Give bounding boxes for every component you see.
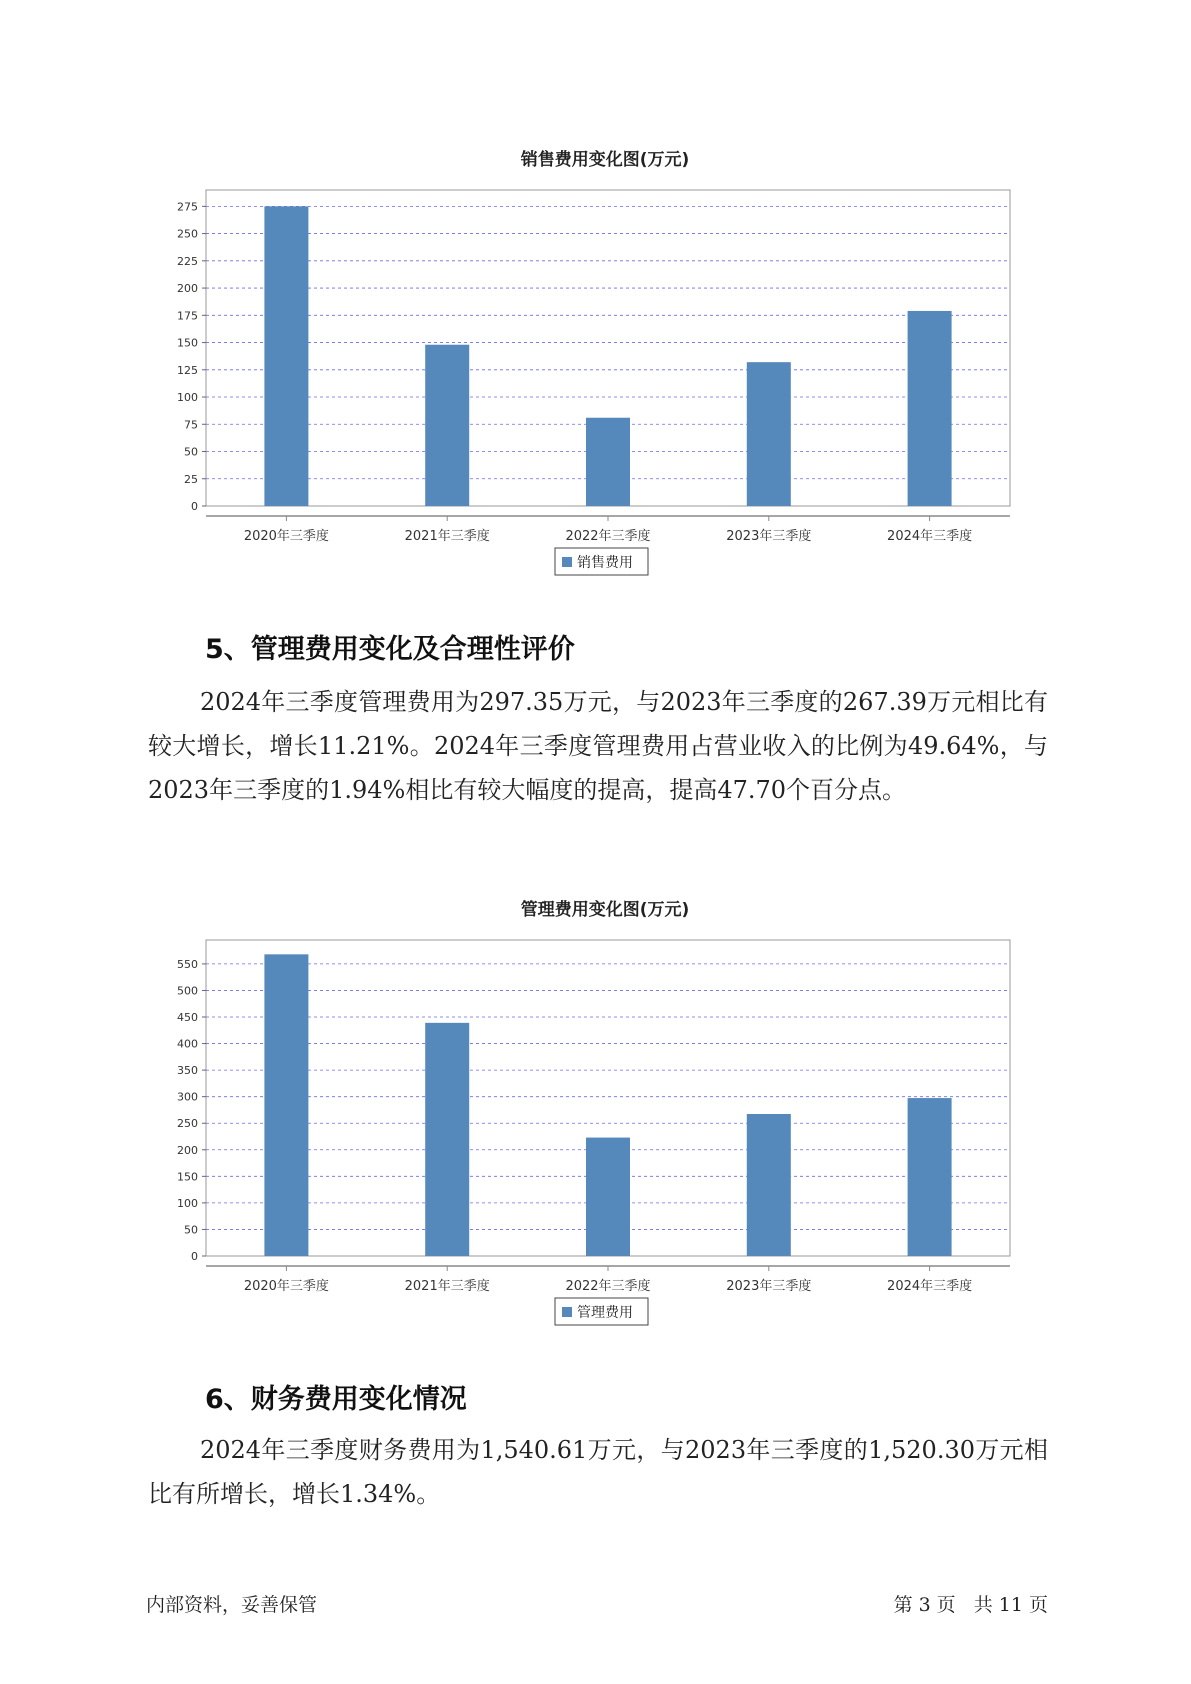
page-current: 3 (918, 1594, 931, 1616)
total-prefix: 共 (973, 1594, 993, 1616)
y-tick-label: 550 (177, 957, 198, 971)
bar (908, 1098, 952, 1256)
legend-swatch (562, 1307, 572, 1317)
y-tick-label: 125 (177, 363, 198, 377)
bar (264, 954, 308, 1256)
y-tick-label: 250 (177, 1117, 198, 1131)
page-unit: 页 (936, 1594, 956, 1616)
y-tick-label: 0 (191, 1250, 198, 1263)
x-tick-label: 2023年三季度 (726, 529, 812, 544)
x-tick-label: 2022年三季度 (565, 529, 651, 544)
bar (586, 418, 630, 506)
x-tick-label: 2020年三季度 (243, 529, 329, 544)
y-tick-label: 75 (184, 418, 198, 432)
y-tick-label: 175 (177, 309, 198, 323)
y-tick-label: 50 (184, 445, 198, 459)
bar (425, 1023, 469, 1256)
footer-page-number (891, 1590, 1051, 1617)
y-tick-label: 200 (177, 1143, 198, 1157)
bar (908, 311, 952, 506)
page-prefix: 第 (893, 1594, 913, 1616)
legend-label: 销售费用 (577, 555, 633, 571)
y-tick-label: 50 (184, 1223, 198, 1237)
sales-expense-chart-svg (0, 140, 1191, 600)
legend-swatch (562, 557, 572, 567)
y-tick-label: 350 (177, 1064, 198, 1078)
x-tick-label: 2021年三季度 (404, 529, 490, 544)
y-tick-label: 25 (184, 472, 198, 486)
y-tick-label: 450 (177, 1011, 198, 1025)
chart-title: 管理费用变化图(万元) (520, 900, 690, 920)
y-tick-label: 400 (177, 1037, 198, 1051)
section-6-paragraph: 2024年三季度财务费用为1,540.61万元，与2023年三季度的1,520.30万元相比有所增长，增长1.34%。 (148, 1436, 1048, 1508)
y-tick-label: 150 (177, 1170, 198, 1184)
y-tick-label: 275 (177, 200, 198, 214)
x-tick-label: 2023年三季度 (726, 1279, 812, 1294)
footer-confidential-note: 内部资料，妥善保管 (146, 1594, 318, 1616)
y-tick-label: 200 (177, 282, 198, 296)
y-tick-label: 500 (177, 984, 198, 998)
page-total: 11 (998, 1594, 1023, 1616)
admin-expense-chart-svg (0, 890, 1191, 1350)
total-unit: 页 (1028, 1594, 1048, 1616)
sales-expense-chart (0, 140, 1191, 600)
y-tick-label: 300 (177, 1090, 198, 1104)
bar (264, 206, 308, 506)
y-tick-label: 100 (177, 391, 198, 405)
x-tick-label: 2021年三季度 (404, 1279, 490, 1294)
bar (747, 362, 791, 506)
y-tick-label: 150 (177, 336, 198, 350)
legend-label: 管理费用 (577, 1305, 633, 1321)
x-tick-label: 2024年三季度 (887, 1279, 973, 1294)
bar (586, 1138, 630, 1256)
y-tick-label: 250 (177, 227, 198, 241)
y-tick-label: 100 (177, 1196, 198, 1210)
x-tick-label: 2020年三季度 (243, 1279, 329, 1294)
y-tick-label: 225 (177, 254, 198, 268)
chart-title: 销售费用变化图(万元) (520, 150, 690, 170)
x-tick-label: 2022年三季度 (565, 1279, 651, 1294)
bar (425, 345, 469, 506)
x-tick-label: 2024年三季度 (887, 529, 973, 544)
section-5-heading: 5、管理费用变化及合理性评价 (205, 634, 575, 665)
admin-expense-chart (0, 890, 1191, 1350)
section-6-heading: 6、财务费用变化情况 (205, 1384, 467, 1415)
y-tick-label: 0 (191, 500, 198, 513)
bar (747, 1114, 791, 1256)
section-5-paragraph: 2024年三季度管理费用为297.35万元，与2023年三季度的267.39万元相比有较大增长，增长11.21%。2024年三季度管理费用占营业收入的比例为49.64%，与2023年三季度的1.94%相比有较大幅度的提高，提高47.70个百分点。 (148, 688, 1048, 804)
